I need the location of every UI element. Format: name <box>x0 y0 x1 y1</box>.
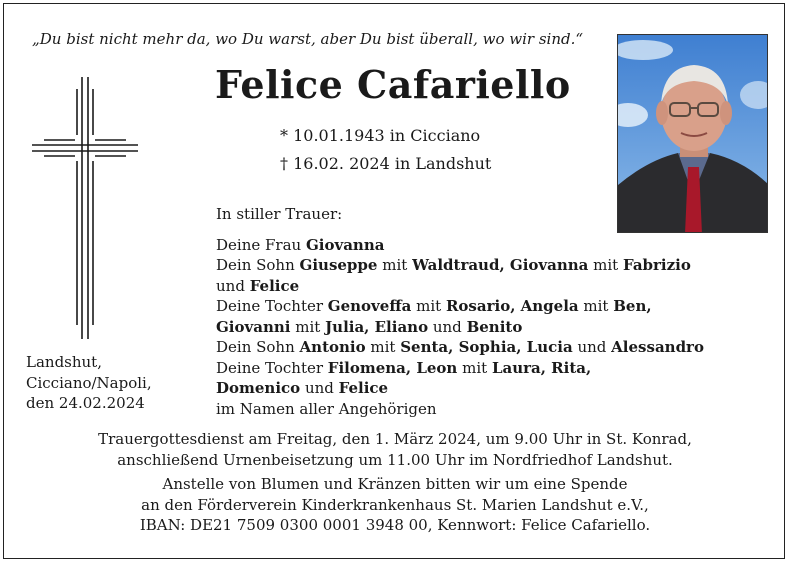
relative-line <box>216 399 704 420</box>
donation-iban-line: IBAN: DE21 7509 0300 0001 3948 00, Kennwort: Felice Cafariello. <box>139 516 651 534</box>
relative-text: und <box>428 317 467 336</box>
donation-line: Anstelle von Blumen und Kränzen bitten wir um eine Spende <box>162 475 628 493</box>
place-line: Cicciano/Napoli, <box>26 373 152 392</box>
relative-line <box>216 378 704 399</box>
relative-name: Giuseppe <box>299 256 378 274</box>
relative-name: Domenico <box>216 379 301 397</box>
relative-name: Fabrizio <box>622 256 691 274</box>
relative-text: mit <box>578 297 614 315</box>
relative-name: Senta, Sophia, Lucia <box>400 338 573 356</box>
relative-name: Ben, <box>613 297 652 315</box>
relative-text: mit <box>588 256 623 274</box>
relative-text: mit <box>411 297 446 315</box>
relative-text: Deine Tochter <box>216 297 328 315</box>
date-line: den 24.02.2024 <box>26 394 145 412</box>
relative-line <box>216 296 704 317</box>
relative-line <box>216 255 704 276</box>
relative-name: Waldtraud, Giovanna <box>412 256 589 274</box>
relative-name: Benito <box>466 317 523 336</box>
funeral-service-info <box>0 429 790 470</box>
relative-name: Giovanna <box>305 235 385 254</box>
relative-name: Julia, Eliano <box>325 317 429 336</box>
relative-text: mit <box>290 317 326 336</box>
relative-line <box>216 317 704 338</box>
place-and-date <box>26 352 152 414</box>
relative-name: Antonio <box>299 338 366 356</box>
relative-line <box>216 358 704 379</box>
relative-text: Dein Sohn <box>216 256 300 274</box>
relative-text: und <box>216 276 250 295</box>
death-date: † 16.02. 2024 in Landshut <box>280 154 492 173</box>
birth-date: * 10.01.1943 in Cicciano <box>280 126 481 145</box>
cross-icon <box>30 75 140 343</box>
life-dates <box>280 122 491 178</box>
donation-line: an den Förderverein Kinderkrankenhaus St. Marien Landshut e.V., <box>141 495 649 514</box>
deceased-name: Felice Cafariello <box>215 62 571 107</box>
relative-line <box>216 276 704 297</box>
relative-name: Alessandro <box>611 338 704 356</box>
relative-text: und <box>572 338 612 356</box>
relative-name: Giovanni <box>216 317 291 336</box>
relative-text: mit <box>365 338 401 356</box>
relative-text: Dein Sohn <box>216 338 300 356</box>
place-line: Landshut, <box>26 353 102 371</box>
relative-name: Genoveffa <box>327 297 412 315</box>
relative-text: Deine Frau <box>216 235 306 254</box>
service-line: Trauergottesdienst am Freitag, den 1. März 2024, um 9.00 Uhr in St. Konrad, <box>98 430 692 448</box>
relative-text: mit <box>457 358 492 377</box>
mourning-label: In stiller Trauer: <box>216 205 343 223</box>
relative-name: Rosario, Angela <box>445 297 579 315</box>
relative-text: Deine Tochter <box>216 358 328 377</box>
relative-name: Felice <box>249 276 300 295</box>
relative-name: Filomena, Leon <box>327 358 458 377</box>
relative-text: mit <box>377 256 413 274</box>
relative-name: Laura, Rita, <box>491 358 592 377</box>
relative-name: Felice <box>338 379 389 397</box>
relative-line <box>216 337 704 358</box>
relative-text: im Namen aller Angehörigen <box>216 399 437 418</box>
memorial-quote: „Du bist nicht mehr da, wo Du warst, aber Du bist überall, wo wir sind.“ <box>32 30 584 48</box>
relative-line <box>216 235 704 256</box>
donation-info <box>0 474 790 536</box>
family-list <box>216 204 704 419</box>
service-line: anschließend Urnenbeisetzung um 11.00 Uhr im Nordfriedhof Landshut. <box>117 450 673 469</box>
relatives <box>216 235 704 420</box>
relative-text: und <box>300 379 339 397</box>
